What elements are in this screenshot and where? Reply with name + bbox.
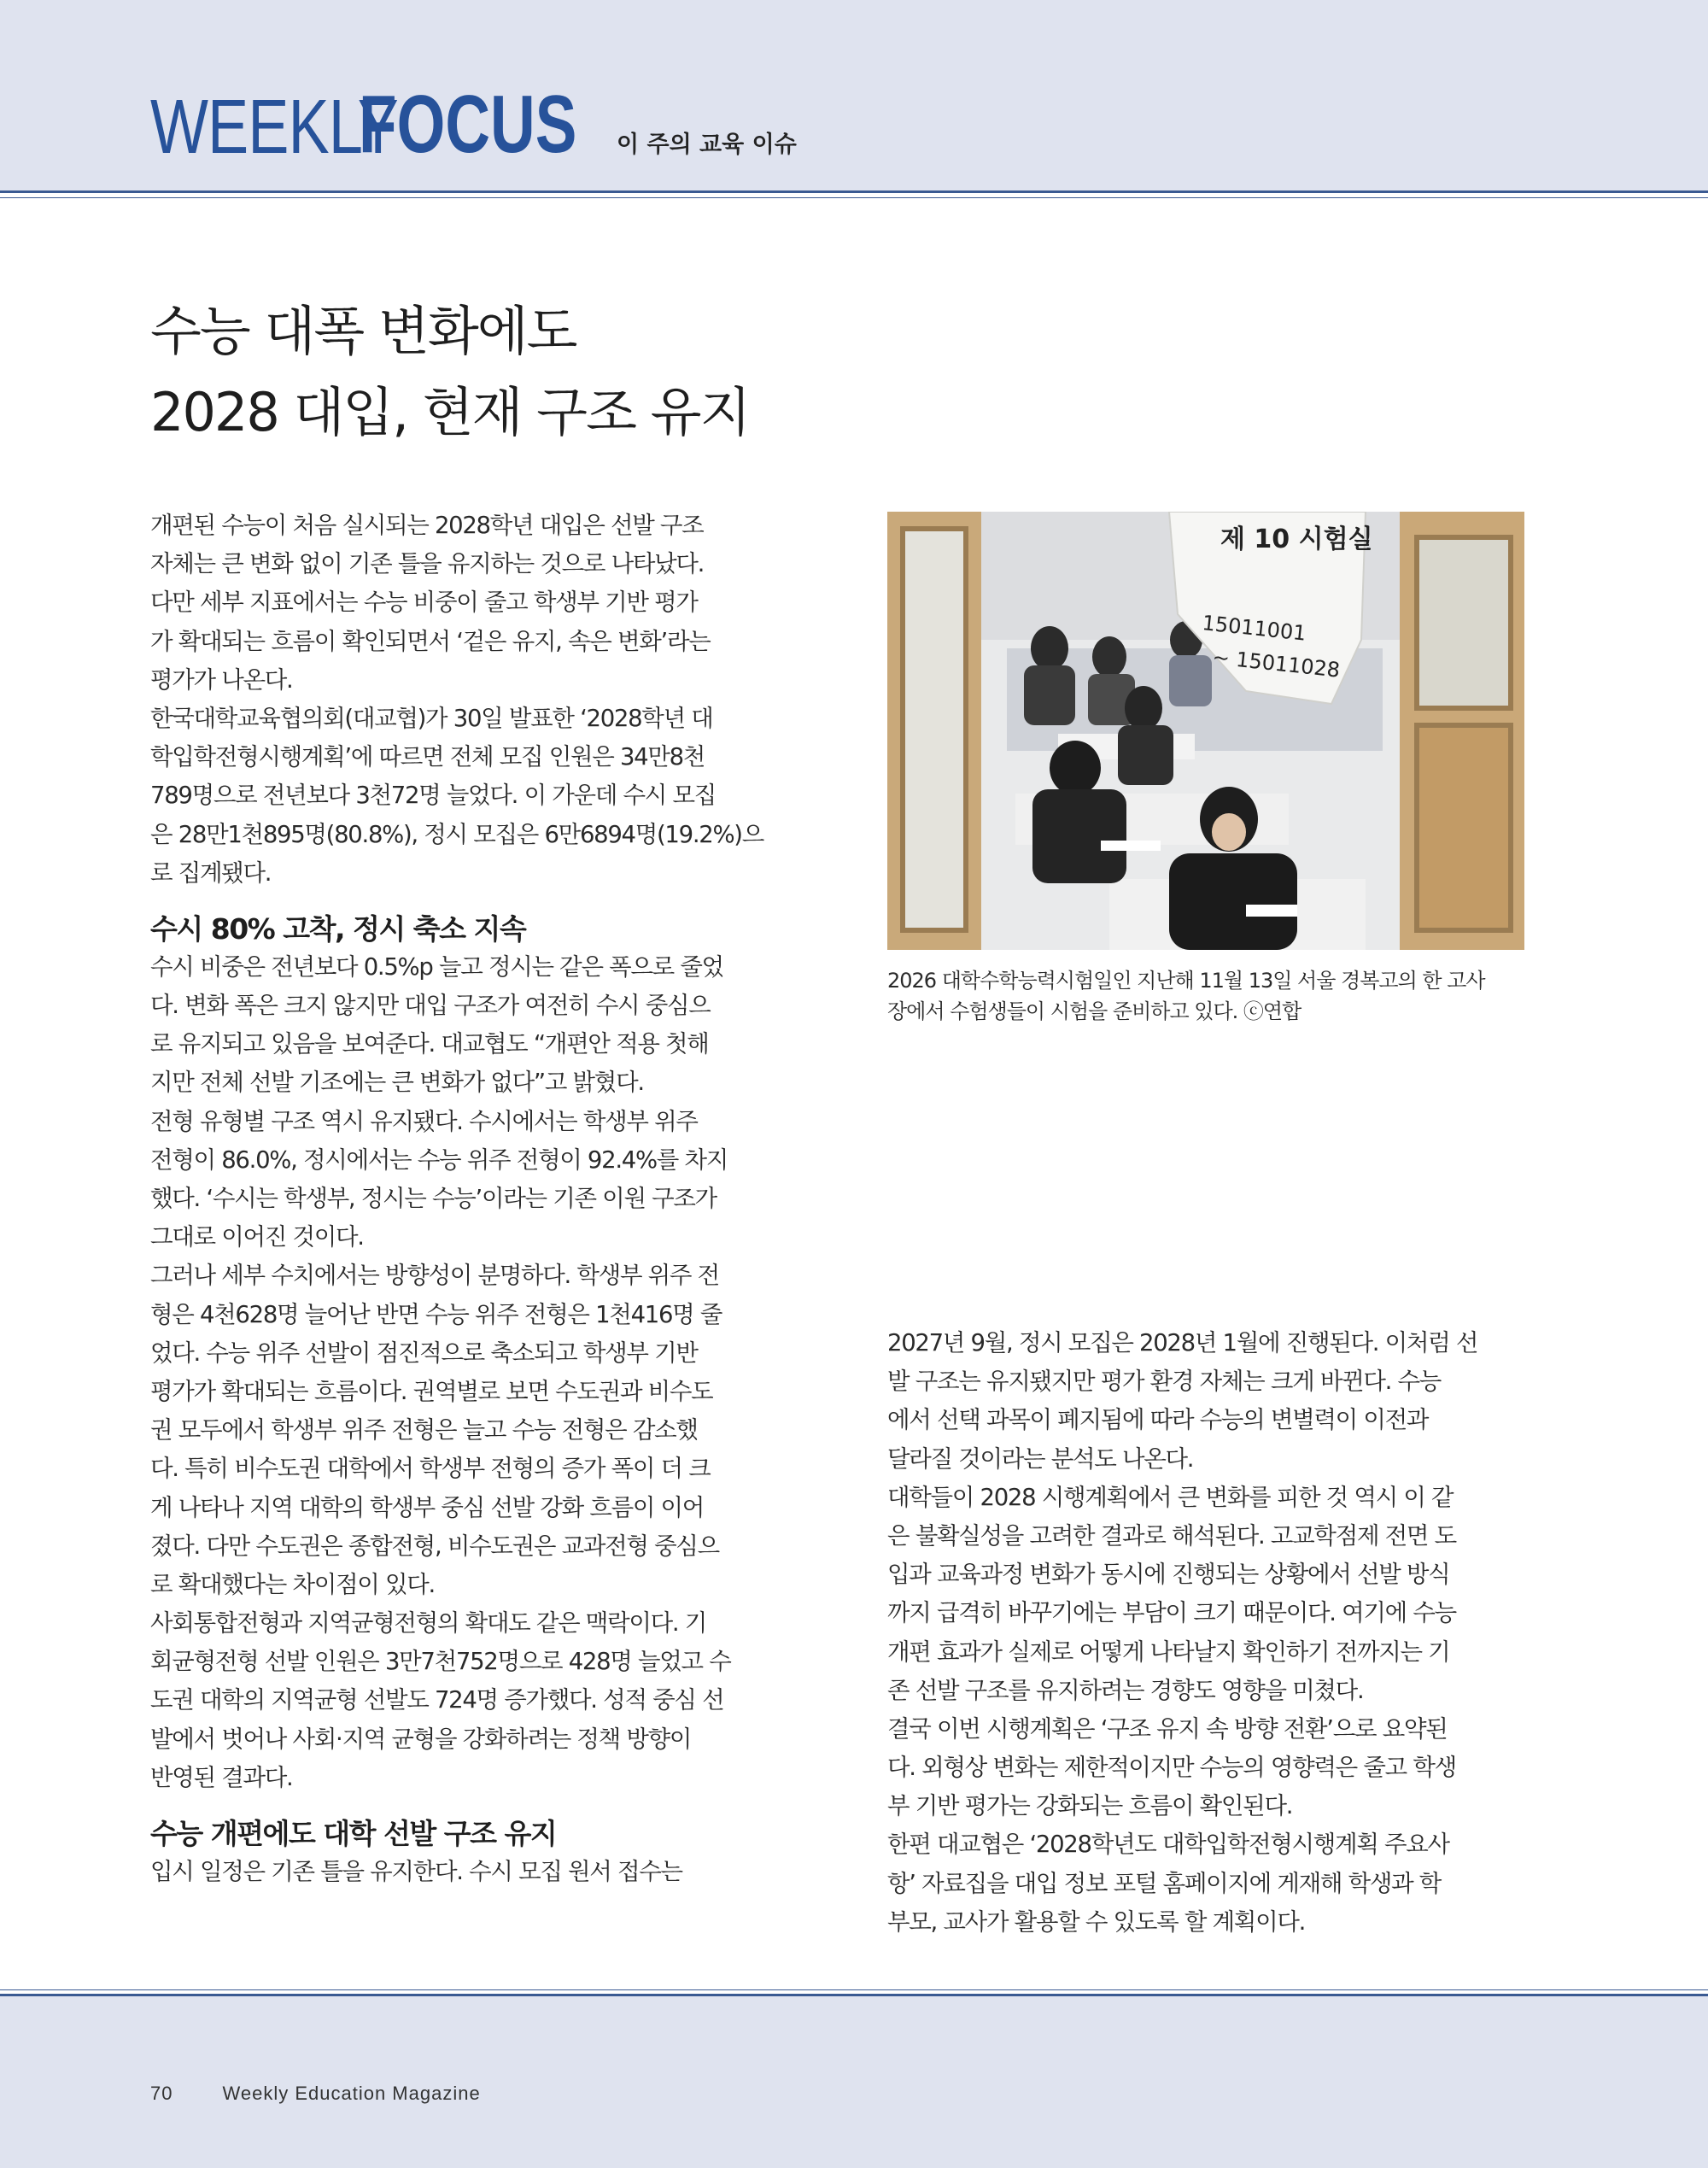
body-line: 다. 변화 폭은 크지 않지만 대입 구조가 여전히 수시 중심으 [150, 992, 711, 1020]
body-line: 자체는 큰 변화 없이 기존 틀을 유지하는 것으로 나타났다. [150, 550, 705, 578]
header-rule-thin [0, 197, 1708, 198]
body-line: 존 선발 구조를 유지하려는 경향도 영향을 미쳤다. [887, 1676, 1364, 1704]
body-line: 평가가 나온다. [150, 665, 293, 694]
body-line: 발 구조는 유지됐지만 평가 환경 자체는 크게 바뀐다. 수능 [887, 1368, 1442, 1396]
body-line: 그대로 이어진 것이다. [150, 1223, 364, 1251]
brand-focus: FOCUS [359, 79, 577, 170]
body-line: 전형이 86.0%, 정시에서는 수능 위주 전형이 92.4%를 차지 [150, 1146, 728, 1174]
headline-line: 2028 대입, 현재 구조 유지 [150, 381, 750, 443]
sign-range-start: 15011001 [1201, 611, 1307, 646]
paragraph-gap [150, 893, 789, 910]
paragraph-gap [150, 1797, 789, 1814]
caption-line: 2026 대학수학능력시험일인 지난해 11월 13일 서울 경복고의 한 고사 [887, 969, 1485, 993]
sign-range-end: ~ 15011028 [1211, 645, 1342, 683]
magazine-title: Weekly Education Magazine [222, 2083, 481, 2104]
photo-caption [887, 965, 1536, 1027]
brand-weekly: WEEKLY [150, 85, 398, 170]
body-line: 형은 4천628명 늘어난 반면 수능 위주 전형은 1천416명 줄 [150, 1300, 722, 1328]
body-line: 로 집계됐다. [150, 858, 272, 887]
body-line: 권 모두에서 학생부 위주 전형은 늘고 수능 전형은 감소했 [150, 1416, 698, 1444]
section-subhead: 수시 80% 고착, 정시 축소 지속 [150, 911, 526, 946]
body-line: 학입학전형시행계획’에 따르면 전체 모집 인원은 34만8천 [150, 743, 705, 771]
header-rule [0, 190, 1708, 193]
body-line: 었다. 수능 위주 선발이 점진적으로 축소되고 학생부 기반 [150, 1339, 698, 1367]
footer-band [0, 1995, 1708, 2168]
body-line: 다. 외형상 변화는 제한적이지만 수능의 영향력은 줄고 학생 [887, 1754, 1456, 1782]
body-line: 그러나 세부 수치에서는 방향성이 분명하다. 학생부 위주 전 [150, 1262, 719, 1290]
caption-line: 장에서 수험생들이 시험을 준비하고 있다. ⓒ연합 [887, 999, 1301, 1023]
body-line: 개편 효과가 실제로 어떻게 나타날지 확인하기 전까지는 기 [887, 1638, 1450, 1666]
body-line: 한편 대교협은 ‘2028학년도 대학입학전형시행계획 주요사 [887, 1831, 1449, 1859]
body-line: 개편된 수능이 처음 실시되는 2028학년 대입은 선발 구조 [150, 512, 704, 539]
section-label: 이 주의 교육 이슈 [617, 132, 797, 158]
body-line: 게 나타나 지역 대학의 학생부 중심 선발 강화 흐름이 이어 [150, 1493, 705, 1521]
body-line: 대학들이 2028 시행계획에서 큰 변화를 피한 것 역시 이 같 [887, 1483, 1454, 1511]
body-line: 수시 비중은 전년보다 0.5%p 늘고 정시는 같은 폭으로 줄었 [150, 952, 723, 981]
body-line: 가 확대되는 흐름이 확인되면서 ‘겉은 유지, 속은 변화’라는 [150, 627, 711, 655]
body-line: 했다. ‘수시는 학생부, 정시는 수능’이라는 기존 이원 구조가 [150, 1185, 717, 1212]
page-footer [150, 2083, 481, 2105]
body-line: 까지 급격히 바꾸기에는 부담이 크기 때문이다. 여기에 수능 [887, 1599, 1456, 1627]
body-line: 부 기반 평가는 강화되는 흐름이 확인된다. [887, 1792, 1293, 1820]
body-line: 2027년 9월, 정시 모집은 2028년 1월에 진행된다. 이처럼 선 [887, 1329, 1478, 1356]
body-line: 에서 선택 과목이 폐지됨에 따라 수능의 변별력이 이전과 [887, 1406, 1429, 1434]
exam-room-illustration [887, 512, 1524, 950]
body-line: 항’ 자료집을 대입 정보 포털 홈페이지에 게재해 학생과 학 [887, 1869, 1442, 1897]
body-line: 한국대학교육협의회(대교협)가 30일 발표한 ‘2028학년 대 [150, 704, 713, 732]
right-column [887, 1324, 1526, 1942]
body-line: 발에서 벗어나 사회·지역 균형을 강화하려는 정책 방향이 [150, 1725, 692, 1753]
body-line: 다. 특히 비수도권 대학에서 학생부 전형의 증가 폭이 더 크 [150, 1455, 711, 1483]
body-line: 평가가 확대되는 흐름이다. 권역별로 보면 수도권과 비수도 [150, 1377, 713, 1405]
body-line: 은 불확실성을 고려한 결과로 해석된다. 고교학점제 전면 도 [887, 1521, 1456, 1550]
body-line: 다만 세부 지표에서는 수능 비중이 줄고 학생부 기반 평가 [150, 589, 698, 617]
body-line: 반영된 결과다. [150, 1763, 293, 1791]
body-line: 은 28만1천895명(80.8%), 정시 모집은 6만6894명(19.2%)으 [150, 820, 763, 848]
footer-rule [0, 1994, 1708, 1996]
body-line: 전형 유형별 구조 역시 유지됐다. 수시에서는 학생부 위주 [150, 1107, 698, 1135]
body-line: 결국 이번 시행계획은 ‘구조 유지 속 방향 전환’으로 요약된 [887, 1714, 1448, 1743]
body-line: 입과 교육과정 변화가 동시에 진행되는 상황에서 선발 방식 [887, 1561, 1450, 1589]
sign-room-label: 제 10 시험실 [1220, 524, 1373, 554]
body-line: 사회통합전형과 지역균형전형의 확대도 같은 맥락이다. 기 [150, 1609, 707, 1638]
body-line: 도권 대학의 지역균형 선발도 724명 증가했다. 성적 중심 선 [150, 1686, 724, 1714]
body-line: 789명으로 전년보다 3천72명 늘었다. 이 가운데 수시 모집 [150, 782, 717, 810]
body-line: 회균형전형 선발 인원은 3만7천752명으로 428명 늘었고 수 [150, 1648, 731, 1676]
body-line: 로 유지되고 있음을 보여준다. 대교협도 “개편안 적용 첫해 [150, 1030, 709, 1058]
body-line: 졌다. 다만 수도권은 종합전형, 비수도권은 교과전형 중심으 [150, 1532, 719, 1560]
magazine-brand [150, 79, 797, 170]
exam-room-photo [887, 512, 1524, 950]
body-line: 부모, 교사가 활용할 수 있도록 할 계획이다. [887, 1907, 1306, 1936]
article-headline [150, 290, 919, 453]
headline-line: 수능 대폭 변화에도 [150, 300, 576, 362]
body-line: 로 확대했다는 차이점이 있다. [150, 1570, 435, 1598]
section-subhead: 수능 개편에도 대학 선발 구조 유지 [150, 1817, 557, 1850]
body-line: 지만 전체 선발 기조에는 큰 변화가 없다”고 밝혔다. [150, 1069, 644, 1097]
page-number: 70 [150, 2083, 173, 2104]
body-line: 달라질 것이라는 분석도 나온다. [887, 1444, 1194, 1473]
left-column [150, 507, 789, 1891]
body-line: 입시 일정은 기존 틀을 유지한다. 수시 모집 원서 접수는 [150, 1858, 682, 1885]
footer-rule-thin [0, 1989, 1708, 1990]
